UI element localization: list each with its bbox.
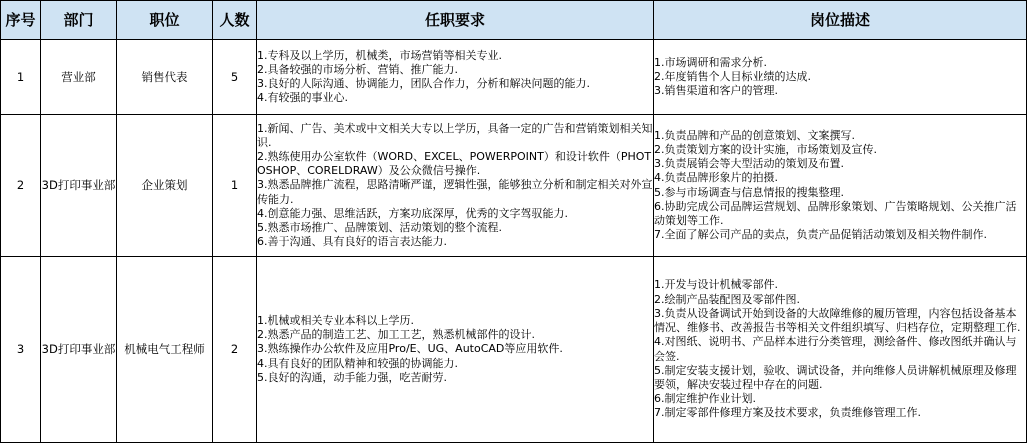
description-item: 7.制定零部件修理方案及技术要求，负责维修管理工作. [654, 406, 921, 420]
description-item: 3.负责展销会等大型活动的策划及布置. [654, 157, 844, 171]
description-item: 3.负责从设备调试开始到设备的大故障维修的履历管理，内容包括设备基本情况、维修书、改善报告书等相关文件组织填写、归档存位，定期整理工作. [654, 306, 1021, 335]
description-item: 5.参与市场调查与信息情报的搜集整理. [654, 185, 844, 199]
cell-description [654, 257, 1027, 443]
description-item: 6.制定维护作业计划. [654, 392, 756, 406]
cell-position: 企业策划 [117, 115, 213, 257]
description-item: 1.开发与设计机械零部件. [654, 278, 778, 292]
requirement-item: 5.熟悉市场推广、品牌策划、活动策划的整个流程. [257, 221, 502, 234]
cell-seq: 2 [1, 115, 41, 257]
header-seq: 序号 [1, 1, 41, 40]
cell-count: 2 [213, 257, 257, 443]
cell-seq: 3 [1, 257, 41, 443]
cell-dept: 3D打印事业部 [41, 115, 117, 257]
header-dept: 部门 [41, 1, 117, 40]
requirement-item: 1.专科及以上学历，机械类，市场营销等相关专业. [257, 48, 502, 62]
cell-requirements [257, 40, 654, 115]
description-item: 6.协助完成公司品牌运营规划、品牌形象策划、广告策略规划、公关推广活动策划等工作. [654, 199, 1017, 227]
header-description: 岗位描述 [654, 1, 1027, 40]
requirement-item: 3.熟悉品牌推广流程，思路清晰严谨，逻辑性强，能够独立分析和制定相关对外宣传能力. [257, 178, 653, 206]
cell-position: 销售代表 [117, 40, 213, 115]
table-row [1, 257, 1027, 443]
requirement-item: 1.机械或相关专业本科以上学历. [257, 313, 414, 327]
cell-count: 5 [213, 40, 257, 115]
cell-requirements [257, 115, 654, 257]
description-item: 2.年度销售个人目标业绩的达成. [654, 69, 811, 83]
cell-requirements [257, 257, 654, 443]
cell-count: 1 [213, 115, 257, 257]
requirement-item: 6.善于沟通、具有良好的语言表达能力. [257, 235, 447, 249]
cell-position: 机械电气工程师 [117, 257, 213, 443]
cell-dept: 3D打印事业部 [41, 257, 117, 443]
description-item: 2.负责策划方案的设计实施，市场策划及宣传. [654, 142, 877, 156]
description-item: 5.制定安装支援计划，验收、调试设备，并向维修人员讲解机械原理及修理要领，解决安装过程中存在的问题. [654, 363, 1017, 391]
table-row [1, 115, 1027, 257]
cell-description [654, 115, 1027, 257]
table-row [1, 40, 1027, 115]
header-requirements: 任职要求 [257, 1, 654, 40]
requirement-item: 1.新闻、广告、美术或中文相关大专以上学历，具备一定的广告和营销策划相关知识. [257, 121, 653, 149]
header-count: 人数 [213, 1, 257, 40]
requirement-item: 4.有较强的事业心. [257, 91, 348, 105]
requirement-item: 3.良好的人际沟通、协调能力，团队合作力，分析和解决问题的能力. [257, 77, 590, 90]
requirement-item: 2.具备较强的市场分析、营销、推广能力. [257, 62, 458, 76]
requirement-item: 4.具有良好的团队精神和较强的协调能力. [257, 356, 458, 370]
description-item: 2.绘制产品装配图及零部件图. [654, 292, 800, 306]
description-item: 4.对图纸、说明书、产品样本进行分类管理，测绘备件、修改图纸并确认与会签. [654, 335, 1017, 363]
requirement-item: 2.熟练使用办公室软件（WORD、EXCEL、POWERPOINT）和设计软件（PHOTOSHOP、CORELDRAW）及公众微信号操作. [257, 149, 652, 178]
description-item: 4.负责品牌形象片的拍摄. [654, 171, 778, 185]
requirement-item: 2.熟悉产品的制造工艺、加工工艺，熟悉机械部件的设计. [257, 328, 535, 342]
description-item: 3.销售渠道和客户的管理. [654, 84, 778, 98]
header-position: 职位 [117, 1, 213, 40]
cell-dept: 营业部 [41, 40, 117, 115]
requirement-item: 4.创意能力强、思维活跃，方案功底深厚，优秀的文字驾驭能力. [257, 206, 568, 220]
cell-description [654, 40, 1027, 115]
requirement-item: 5.良好的沟通，动手能力强，吃苦耐劳. [257, 370, 447, 384]
description-item: 7.全面了解公司产品的卖点，负责产品促销活动策划及相关物件制作. [654, 228, 987, 242]
description-item: 1.负责品牌和产品的创意策划、文案撰写. [654, 128, 855, 142]
description-item: 1.市场调研和需求分析. [654, 55, 767, 69]
requirement-item: 3.熟练操作办公软件及应用Pro/E、UG、AutoCAD等应用软件. [257, 342, 563, 356]
table-header-row [1, 1, 1027, 40]
cell-seq: 1 [1, 40, 41, 115]
